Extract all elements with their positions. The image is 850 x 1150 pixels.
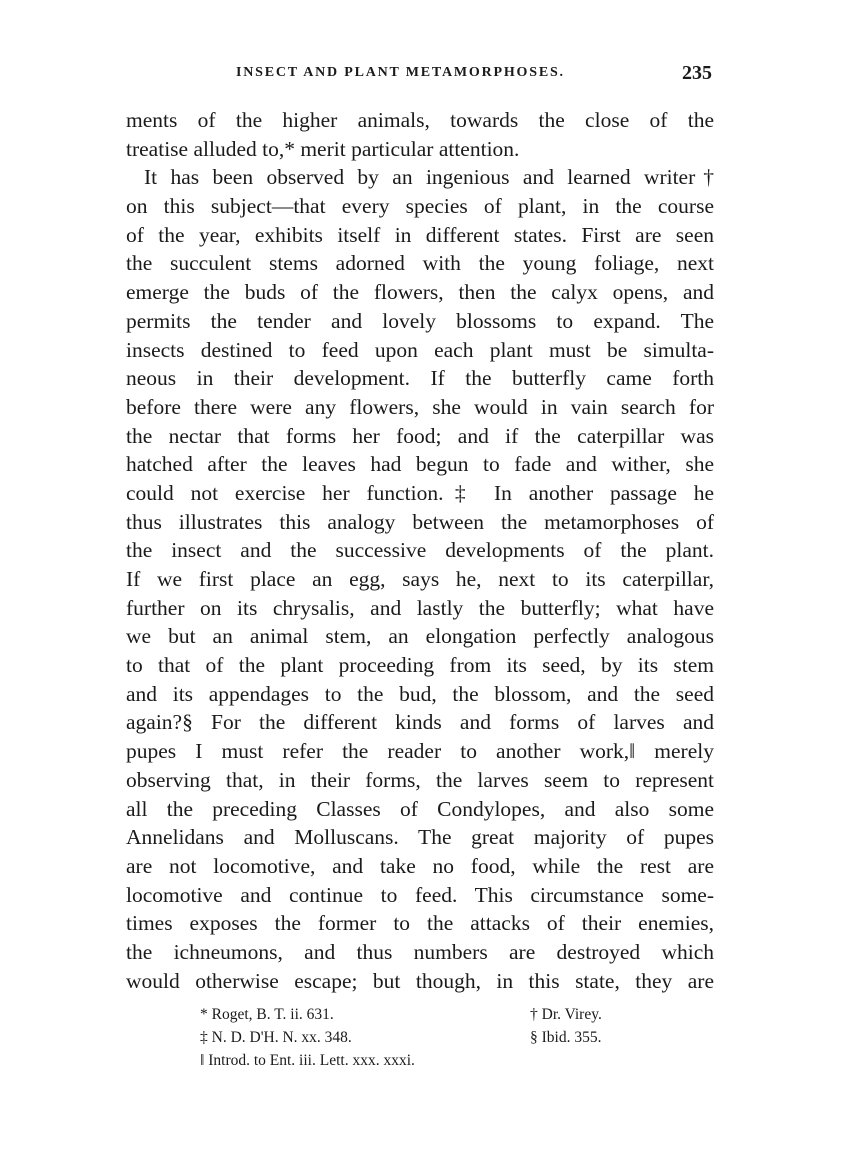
text-line: locomotive and continue to feed. This circumstance some- xyxy=(126,882,714,907)
footnote-row xyxy=(200,1026,650,1049)
text-line: we but an animal stem, an elongation perfectly analogous xyxy=(126,624,714,649)
text-line: observing that, in their forms, the larves seem to represent xyxy=(126,767,714,792)
footnote: * Roget, B. T. ii. 631. xyxy=(200,1006,334,1023)
text-line: Annelidans and Molluscans. The great majority of pupes xyxy=(126,825,714,850)
text-line: emerge the buds of the flowers, then the calyx opens, and xyxy=(126,280,714,305)
text-line: are not locomotive, and take no food, while the rest are xyxy=(126,853,714,878)
text-line: would otherwise escape; but though, in this state, they are xyxy=(126,968,714,993)
text-line: If we first place an egg, says he, next to its caterpillar, xyxy=(126,567,714,591)
footnote: † Dr. Virey. xyxy=(530,1006,602,1023)
footnote: ‖ Introd. to Ent. iii. Lett. xxx. xxxi. xyxy=(200,1052,415,1069)
text-line: It has been observed by an ingenious and learned writer† xyxy=(144,165,714,190)
text-line: the succulent stems adorned with the young foliage, next xyxy=(126,251,714,276)
footnote-row xyxy=(200,1049,650,1072)
text-line: further on its chrysalis, and lastly the butterfly; what have xyxy=(126,595,714,620)
text-line: treatise alluded to,* merit particular attention. xyxy=(126,136,520,161)
running-title: INSECT AND PLANT METAMORPHOSES. xyxy=(236,65,565,80)
text-line: and its appendages to the bud, the blossom, and the seed xyxy=(126,681,714,706)
text-line: insects destined to feed upon each plant must be simulta- xyxy=(126,337,714,362)
body-text xyxy=(126,106,714,995)
footnote: § Ibid. 355. xyxy=(530,1029,602,1046)
page-number: 235 xyxy=(682,62,712,84)
footnote: ‡ N. D. D'H. N. xx. 348. xyxy=(200,1029,352,1046)
text-line: thus illustrates this analogy between the metamorphoses of xyxy=(126,509,714,534)
text-line: hatched after the leaves had begun to fade and wither, she xyxy=(126,452,714,477)
text-line: the insect and the successive developments of the plant. xyxy=(126,538,714,563)
text-line: before there were any flowers, she would in vain search for xyxy=(126,394,714,419)
footnote-row xyxy=(200,1003,650,1026)
text-line: all the preceding Classes of Condylopes, and also some xyxy=(126,796,714,821)
footnotes xyxy=(200,1003,650,1072)
text-line: again?§ For the different kinds and forms of larves and xyxy=(126,710,714,735)
text-line: pupes I must refer the reader to another work,‖ merely xyxy=(126,739,714,764)
text-line: neous in their development. If the butterfly came forth xyxy=(126,366,714,391)
text-line: ments of the higher animals, towards the close of the xyxy=(126,108,714,132)
text-line: the nectar that forms her food; and if the caterpillar was xyxy=(126,423,714,448)
text-line: permits the tender and lovely blossoms to expand. The xyxy=(126,308,714,333)
text-line: to that of the plant proceeding from its seed, by its stem xyxy=(126,653,714,678)
page-header xyxy=(236,62,712,86)
text-line: on this subject—that every species of plant, in the course xyxy=(126,194,714,219)
text-line: the ichneumons, and thus numbers are destroyed which xyxy=(126,939,714,964)
text-line: times exposes the former to the attacks of their enemies, xyxy=(126,911,714,936)
text-line: of the year, exhibits itself in different states. First are seen xyxy=(126,222,714,247)
text-line: could not exercise her function.‡ In another passage he xyxy=(126,480,714,505)
